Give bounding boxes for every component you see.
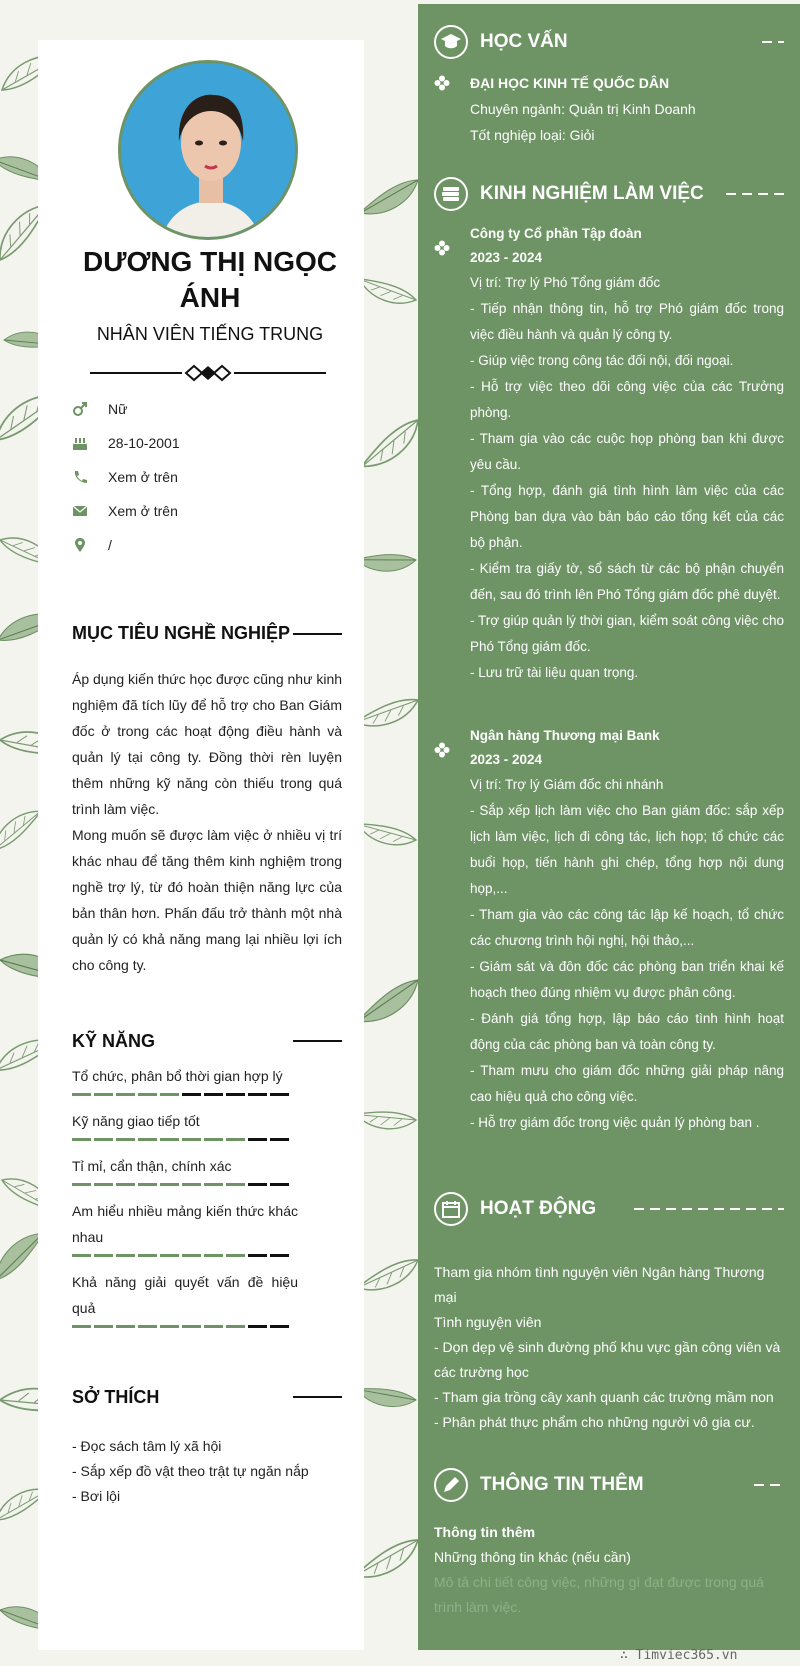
activity-line: - Phân phát thực phẩm cho những người vô gia cư. xyxy=(434,1414,755,1430)
job-period: 2023 - 2024 xyxy=(470,752,543,767)
skill-segment-filled xyxy=(72,1138,91,1141)
watermark-footer: ∴ Timviec365.vn xyxy=(620,1648,738,1663)
skill-rating-bar xyxy=(72,1093,298,1096)
calendar-icon xyxy=(434,1192,468,1226)
activity-line: Tình nguyện viên xyxy=(434,1314,542,1330)
skill-rating-bar xyxy=(72,1254,298,1257)
hobby-item: - Đọc sách tâm lý xã hội xyxy=(72,1438,222,1454)
birthday-cake-icon xyxy=(72,435,88,451)
candidate-name: DƯƠNG THỊ NGỌC ÁNH xyxy=(83,246,337,313)
skill-segment-empty xyxy=(248,1325,267,1328)
skill-segment-filled xyxy=(204,1254,223,1257)
skill-segment-filled xyxy=(160,1138,179,1141)
skill-segment-filled xyxy=(226,1254,245,1257)
extra-info-placeholder: Mô tả chi tiết công việc, những gì đạt được trong quá trình làm việc. xyxy=(434,1574,764,1615)
extra-info-header xyxy=(434,1468,784,1502)
activities-header xyxy=(434,1192,784,1226)
job-duty: - Tham gia vào các cuộc họp phòng ban khi được yêu cầu. xyxy=(470,431,784,472)
phone-icon xyxy=(72,469,88,485)
activities-list xyxy=(434,1260,784,1435)
skill-segment-filled xyxy=(226,1183,245,1186)
skill-segment-filled xyxy=(94,1183,113,1186)
flower-bullet-icon xyxy=(434,240,450,256)
skill-label: Khả năng giải quyết vấn đề hiệu quả xyxy=(72,1274,298,1316)
extra-info-heading: THÔNG TIN THÊM xyxy=(480,1474,644,1495)
skill-item xyxy=(72,1153,298,1186)
map-pin-icon xyxy=(72,537,88,553)
job-duty: - Trợ giúp quản lý thời gian, kiểm soát công việc cho Phó Tổng giám đốc. xyxy=(470,613,784,654)
portrait-image xyxy=(121,63,298,240)
info-gender: Nữ xyxy=(72,397,352,421)
job-duty: - Kiểm tra giấy tờ, sổ sách từ các bộ phận chuyển đến, sau đó trình lên Phó Tổng giám đốc phê duyệt. xyxy=(470,561,784,602)
activity-line: Tham gia nhóm tình nguyện viên Ngân hàng Thương mại xyxy=(434,1264,765,1305)
skill-segment-filled xyxy=(138,1138,157,1141)
skill-segment-filled xyxy=(116,1325,135,1328)
info-address: / xyxy=(72,533,352,557)
education-grade: Tốt nghiệp loại: Giỏi xyxy=(470,127,595,143)
skill-rating-bar xyxy=(72,1325,298,1328)
activity-line: - Tham gia trồng cây xanh quanh các trường mầm non xyxy=(434,1389,774,1405)
flower-bullet-icon xyxy=(434,75,450,91)
skill-segment-filled xyxy=(226,1325,245,1328)
objective-paragraph-1: Áp dụng kiến thức học được cũng như kinh nghiệm đã tích lũy để hỗ trợ cho Ban Giám đốc ở trong các hoạt động điều hành và quản lý tại công ty. Đồng thời rèn luyện thêm những kỹ năng còn thiếu trong quá trình làm việc. xyxy=(72,671,343,817)
skill-segment-empty xyxy=(270,1183,289,1186)
job-duty: - Tiếp nhận thông tin, hỗ trợ Phó giám đốc trong việc điều hành và quản lý công ty. xyxy=(470,301,784,342)
experience-header xyxy=(434,177,784,211)
skill-segment-filled xyxy=(160,1254,179,1257)
hobbies-heading-line xyxy=(293,1396,342,1398)
skill-segment-empty xyxy=(270,1138,289,1141)
skill-segment-filled xyxy=(138,1254,157,1257)
education-header xyxy=(434,25,784,59)
info-phone: Xem ở trên xyxy=(72,465,352,489)
job-position: Vị trí: Trợ lý Giám đốc chi nhánh xyxy=(470,777,664,792)
school-name: ĐẠI HỌC KINH TẾ QUỐC DÂN xyxy=(470,75,670,91)
skill-segment-filled xyxy=(138,1093,157,1096)
skill-segment-filled xyxy=(116,1254,135,1257)
job-duty: - Lưu trữ tài liệu quan trọng. xyxy=(470,665,639,680)
skill-segment-filled xyxy=(72,1093,91,1096)
heading-dashes xyxy=(634,1208,784,1210)
skill-label: Tổ chức, phân bổ thời gian hợp lý xyxy=(72,1068,283,1084)
flower-bullet-icon xyxy=(434,742,450,758)
skill-item xyxy=(72,1108,298,1141)
job-duty: - Tham gia vào các công tác lập kế hoạch, tổ chức các chương trình hội nghị, hội thảo,... xyxy=(470,907,784,948)
extra-info-content xyxy=(434,1520,784,1620)
envelope-icon xyxy=(72,503,88,519)
skill-segment-filled xyxy=(94,1325,113,1328)
info-birthday: 28-10-2001 xyxy=(72,431,352,455)
skill-item xyxy=(72,1269,298,1328)
skill-segment-filled xyxy=(72,1254,91,1257)
skill-segment-empty xyxy=(248,1138,267,1141)
skill-segment-filled xyxy=(204,1183,223,1186)
job-duty: - Hỗ trợ việc theo dõi công việc của các Trưởng phòng. xyxy=(470,379,784,420)
skill-rating-bar xyxy=(72,1183,298,1186)
skills-heading: KỸ NĂNG xyxy=(72,1031,156,1051)
job-duty: - Tham mưu cho giám đốc những giải pháp nâng cao hiệu quả cho công việc. xyxy=(470,1063,784,1104)
skill-segment-filled xyxy=(72,1325,91,1328)
skill-segment-filled xyxy=(204,1325,223,1328)
job-duty: - Giúp việc trong công tác đối nội, đối ngoại. xyxy=(470,353,734,368)
experience-heading: KINH NGHIỆM LÀM VIỆC xyxy=(480,183,704,204)
skill-segment-filled xyxy=(160,1093,179,1096)
skill-segment-empty xyxy=(270,1254,289,1257)
activities-heading: HOẠT ĐỘNG xyxy=(480,1198,597,1219)
job-2 xyxy=(470,724,784,1136)
hobby-item: - Bơi lội xyxy=(72,1488,121,1504)
activity-line: - Dọn dẹp vệ sinh đường phố khu vực gần công viên và các trường học xyxy=(434,1339,781,1380)
skill-segment-filled xyxy=(94,1254,113,1257)
job-duty: - Giám sát và đôn đốc các phòng ban triển khai kế hoạch theo đúng nhiệm vụ được phân công. xyxy=(470,959,784,1000)
gender-icon xyxy=(72,401,88,417)
skill-segment-filled xyxy=(182,1254,201,1257)
skill-segment-empty xyxy=(182,1093,201,1096)
pen-icon xyxy=(434,1468,468,1502)
skill-segment-filled xyxy=(160,1325,179,1328)
job-duty: - Hỗ trợ giám đốc trong việc quản lý phòng ban . xyxy=(470,1115,760,1130)
skill-segment-filled xyxy=(182,1183,201,1186)
education-heading: HỌC VẤN xyxy=(480,31,568,52)
skill-segment-filled xyxy=(116,1093,135,1096)
objective-heading: MỤC TIÊU NGHỀ NGHIỆP xyxy=(72,623,291,643)
job-position: Vị trí: Trợ lý Phó Tổng giám đốc xyxy=(470,275,661,290)
skill-segment-filled xyxy=(182,1138,201,1141)
skill-segment-filled xyxy=(94,1138,113,1141)
skill-segment-filled xyxy=(94,1093,113,1096)
education-details xyxy=(470,70,784,148)
skill-segment-empty xyxy=(204,1093,223,1096)
job-1 xyxy=(470,222,784,686)
hobbies-heading: SỞ THÍCH xyxy=(72,1387,160,1407)
job-company: Ngân hàng Thương mại Bank xyxy=(470,728,660,743)
skill-rating-bar xyxy=(72,1138,298,1141)
education-major: Chuyên ngành: Quản trị Kinh Doanh xyxy=(470,101,696,117)
extra-info-subtitle: Thông tin thêm xyxy=(434,1524,536,1540)
skill-label: Am hiểu nhiều mảng kiến thức khác nhau xyxy=(72,1203,298,1245)
books-icon xyxy=(434,177,468,211)
skill-segment-empty xyxy=(226,1093,245,1096)
skill-item xyxy=(72,1063,298,1096)
skill-segment-filled xyxy=(116,1138,135,1141)
skill-segment-empty xyxy=(270,1093,289,1096)
skill-item xyxy=(72,1198,298,1257)
job-company: Công ty Cổ phần Tập đoàn xyxy=(470,226,642,241)
skill-segment-filled xyxy=(116,1183,135,1186)
ornament-divider xyxy=(90,364,326,382)
skill-segment-filled xyxy=(226,1138,245,1141)
extra-info-line: Những thông tin khác (nếu cần) xyxy=(434,1549,631,1565)
skill-segment-empty xyxy=(270,1325,289,1328)
hobby-item: - Sắp xếp đồ vật theo trật tự ngăn nắp xyxy=(72,1463,309,1479)
skill-label: Kỹ năng giao tiếp tốt xyxy=(72,1113,200,1129)
skill-label: Tỉ mỉ, cẩn thận, chính xác xyxy=(72,1158,232,1174)
graduation-cap-icon xyxy=(434,25,468,59)
skills-heading-line xyxy=(293,1040,342,1042)
skill-segment-empty xyxy=(248,1254,267,1257)
heading-dashes xyxy=(726,193,784,195)
job-duty: - Tổng hợp, đánh giá tình hình làm việc của các Phòng ban dựa vào bản báo cáo tổng kết của các bộ phận. xyxy=(470,483,784,550)
skill-segment-empty xyxy=(248,1093,267,1096)
skill-segment-empty xyxy=(248,1183,267,1186)
job-duty: - Đánh giá tổng hợp, lập báo cáo tình hình hoạt động của các phòng ban và toàn công ty. xyxy=(470,1011,784,1052)
heading-dashes xyxy=(754,1484,784,1486)
avatar xyxy=(118,60,298,240)
skill-segment-filled xyxy=(182,1325,201,1328)
heading-dashes xyxy=(762,41,784,43)
objective-paragraph-2: Mong muốn sẽ được làm việc ở nhiều vị trí khác nhau để tăng thêm kinh nghiệm trong nghề trợ lý, từ đó hoàn thiện năng lực của bản thân hơn. Phấn đấu trở thành một nhà quản lý có khả năng mang lại nhiều lợi ích cho công ty. xyxy=(72,827,342,973)
skill-segment-filled xyxy=(138,1183,157,1186)
skill-segment-filled xyxy=(204,1138,223,1141)
info-email: Xem ở trên xyxy=(72,499,352,523)
objective-heading-line xyxy=(293,633,342,635)
job-period: 2023 - 2024 xyxy=(470,250,543,265)
job-title: NHÂN VIÊN TIẾNG TRUNG xyxy=(96,324,324,344)
skill-segment-filled xyxy=(72,1183,91,1186)
job-duty: - Sắp xếp lịch làm việc cho Ban giám đốc: sắp xếp lịch làm việc, lịch đi công tác, lịch họp; tổ chức các buổi họp, tiến hành ghi chép, tổng hợp nội dung họp,... xyxy=(470,803,784,896)
skill-segment-filled xyxy=(138,1325,157,1328)
skill-segment-filled xyxy=(160,1183,179,1186)
